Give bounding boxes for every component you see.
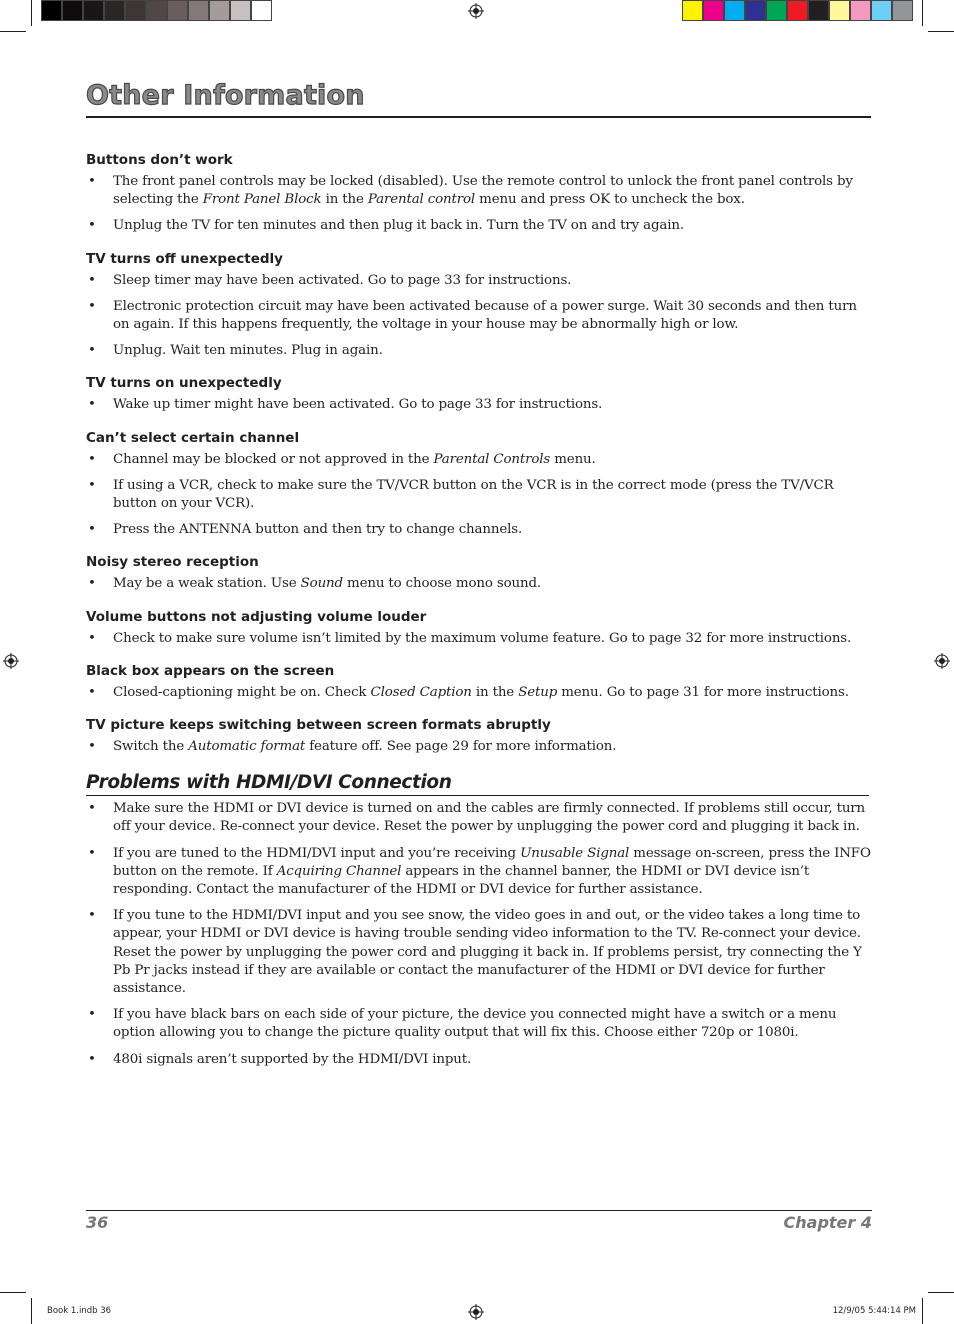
slug-timestamp: 12/9/05 5:44:14 PM <box>832 1306 916 1316</box>
bullet-text: Switch the <box>113 739 189 755</box>
list-item <box>86 845 871 900</box>
section-heading: Buttons don’t work <box>86 152 233 168</box>
registration-mark-icon <box>934 653 950 669</box>
section-heading: TV picture keeps switching between screen formats abruptly <box>86 717 551 734</box>
troubleshooting-section <box>86 251 871 361</box>
list-item <box>86 396 871 414</box>
bullet-text: Electronic protection circuit may have been activated because of a power surge. Wait 30 seconds and then turn on again. If this happens frequently, the voltage in your house may be abnormally high or low. <box>113 298 857 333</box>
list-item <box>86 272 871 290</box>
bullet-text: Channel may be blocked or not approved in the <box>113 451 434 467</box>
bullet-text: If you are tuned to the HDMI/DVI input and you’re receiving <box>113 845 521 861</box>
main-content <box>86 152 871 1069</box>
list-item <box>86 684 871 702</box>
color-swatch <box>829 0 850 21</box>
bullet-text: in the <box>471 684 519 700</box>
menu-name-emphasis: Sound <box>300 576 343 592</box>
troubleshooting-section <box>86 554 871 593</box>
list-item <box>86 521 871 539</box>
bullet-text: Make sure the HDMI or DVI device is turned on and the cables are firmly connected. If problems still occur, turn off your device. Re-connect your device. Reset the power by unplugging the power cord and plugging it back in. <box>113 801 866 835</box>
bullet-text: Unplug the TV for ten minutes and then plug it back in. Turn the TV on and try again. <box>113 218 684 234</box>
crop-mark <box>0 1292 26 1293</box>
troubleshooting-section <box>86 430 871 540</box>
section-heading: TV turns off unexpectedly <box>86 250 283 267</box>
menu-name-emphasis: Acquiring Channel <box>276 863 402 879</box>
color-swatch <box>850 0 871 21</box>
bullet-text: appears in the channel banner, the HDMI or DVI device isn’t responding. Contact the manufacturer of the HDMI or DVI device for further assistance. <box>113 863 810 898</box>
crop-mark <box>31 0 32 26</box>
crop-mark <box>928 31 954 32</box>
list-item <box>86 738 871 756</box>
slug-file-info: Book 1.indb 36 <box>47 1306 112 1316</box>
crop-mark <box>928 1292 954 1293</box>
crop-mark <box>31 1298 32 1324</box>
color-swatch <box>251 0 272 21</box>
page-title: Other Information <box>86 80 365 111</box>
list-item <box>86 477 871 513</box>
bullet-list <box>86 396 871 414</box>
menu-name-emphasis: Parental control <box>367 192 476 208</box>
color-swatch <box>230 0 251 21</box>
bullet-text: menu. Go to page 31 for more instructions. <box>557 684 849 700</box>
bullet-text: Sleep timer may have been activated. Go to page 33 for instructions. <box>113 272 572 288</box>
list-item <box>86 298 871 334</box>
footer-rule <box>86 1210 872 1211</box>
bullet-list <box>86 684 871 702</box>
section-heading: Black box appears on the screen <box>86 662 335 679</box>
color-swatch <box>146 0 167 21</box>
color-swatch <box>892 0 913 21</box>
title-rule <box>86 116 871 118</box>
color-swatch <box>787 0 808 21</box>
list-item <box>86 1006 871 1042</box>
color-swatch <box>808 0 829 21</box>
bullet-text: message on-screen, press the INFO button on the remote. If <box>113 845 871 879</box>
color-swatch <box>209 0 230 21</box>
color-swatch <box>83 0 104 21</box>
section-heading: Can’t select certain channel <box>86 429 300 446</box>
registration-mark-icon <box>468 3 484 19</box>
bullet-text: The front panel controls may be locked (disabled). Use the remote control to unlock the front panel controls by selecting the <box>113 174 853 208</box>
menu-name-emphasis: Parental Controls <box>433 451 551 467</box>
bullet-list <box>86 630 871 648</box>
bullet-text: Closed-captioning might be on. Check <box>113 684 371 700</box>
menu-name-emphasis: Setup <box>518 684 558 700</box>
color-swatch <box>745 0 766 21</box>
bullet-text: Unplug. Wait ten minutes. Plug in again. <box>113 343 383 359</box>
menu-name-emphasis: Unusable Signal <box>520 845 630 861</box>
section-heading: TV turns on unexpectedly <box>86 375 282 392</box>
menu-name-emphasis: Closed Caption <box>370 684 472 700</box>
color-swatch <box>62 0 83 21</box>
bullet-text: Press the ANTENNA button and then try to change channels. <box>113 522 523 538</box>
registration-mark-icon <box>3 653 19 669</box>
bullet-list <box>86 738 871 756</box>
hdmi-section-heading: Problems with HDMI/DVI Connection <box>86 771 869 796</box>
registration-mark-icon <box>468 1304 484 1320</box>
bullet-text: Wake up timer might have been activated. Go to page 33 for instructions. <box>113 397 603 413</box>
hdmi-bullet-list <box>86 800 871 1069</box>
menu-name-emphasis: Front Panel Block <box>202 192 322 208</box>
list-item <box>86 451 871 469</box>
color-swatch <box>125 0 146 21</box>
list-item <box>86 630 871 648</box>
color-swatch <box>871 0 892 21</box>
troubleshooting-section <box>86 717 871 756</box>
color-swatch <box>703 0 724 21</box>
troubleshooting-section <box>86 609 871 648</box>
chapter-label: Chapter 4 <box>783 1213 872 1232</box>
section-heading: Noisy stereo reception <box>86 554 259 571</box>
bullet-text: May be a weak station. Use <box>113 576 301 592</box>
bullet-text: 480i signals aren’t supported by the HDMI/DVI input. <box>113 1051 472 1067</box>
color-swatch <box>682 0 703 21</box>
color-swatch <box>766 0 787 21</box>
list-item <box>86 907 871 998</box>
troubleshooting-sections <box>86 152 871 756</box>
color-swatch <box>167 0 188 21</box>
section-heading: Volume buttons not adjusting volume louder <box>86 608 427 625</box>
bullet-text: menu to choose mono sound. <box>342 576 541 592</box>
list-item <box>86 1051 871 1069</box>
bullet-text: If you tune to the HDMI/DVI input and you see snow, the video goes in and out, or the video takes a long time to appear, your HDMI or DVI device is having trouble sending video information to the TV. Re-connect your device. Reset the power by unplugging the power cord and plugging it back in. If problems persist, try connecting the Y Pb Pr jacks instead if they are available or contact the manufacturer of the HDMI or DVI device for further assistance. <box>113 908 862 997</box>
bullet-list <box>86 451 871 540</box>
crop-mark <box>0 31 26 32</box>
list-item <box>86 575 871 593</box>
page-number: 36 <box>86 1213 109 1232</box>
list-item <box>86 217 871 235</box>
menu-name-emphasis: Automatic format <box>188 739 306 755</box>
color-swatch <box>41 0 62 21</box>
troubleshooting-section <box>86 375 871 414</box>
crop-mark <box>922 0 923 26</box>
bullet-text: feature off. See page 29 for more information. <box>305 739 617 755</box>
color-swatch <box>104 0 125 21</box>
list-item <box>86 173 871 209</box>
bullet-text: in the <box>321 192 368 208</box>
color-swatch <box>188 0 209 21</box>
bullet-text: menu. <box>550 451 596 467</box>
bullet-list <box>86 272 871 361</box>
bullet-list <box>86 173 871 236</box>
list-item <box>86 342 871 360</box>
troubleshooting-section <box>86 663 871 702</box>
bullet-text: If you have black bars on each side of your picture, the device you connected might have a switch or a menu option allowing you to change the picture quality output that will fix this. Choose either 720p or 1080i. <box>113 1007 837 1041</box>
crop-mark <box>922 1298 923 1324</box>
list-item <box>86 800 871 836</box>
color-swatch <box>724 0 745 21</box>
bullet-text: If using a VCR, check to make sure the TV/VCR button on the VCR is in the correct mode (press the TV/VCR button on your VCR). <box>113 477 834 512</box>
bullet-text: menu and press OK to uncheck the box. <box>475 192 745 208</box>
bullet-list <box>86 575 871 593</box>
troubleshooting-section <box>86 152 871 236</box>
bullet-text: Check to make sure volume isn’t limited by the maximum volume feature. Go to page 32 for more instructions. <box>113 630 852 646</box>
